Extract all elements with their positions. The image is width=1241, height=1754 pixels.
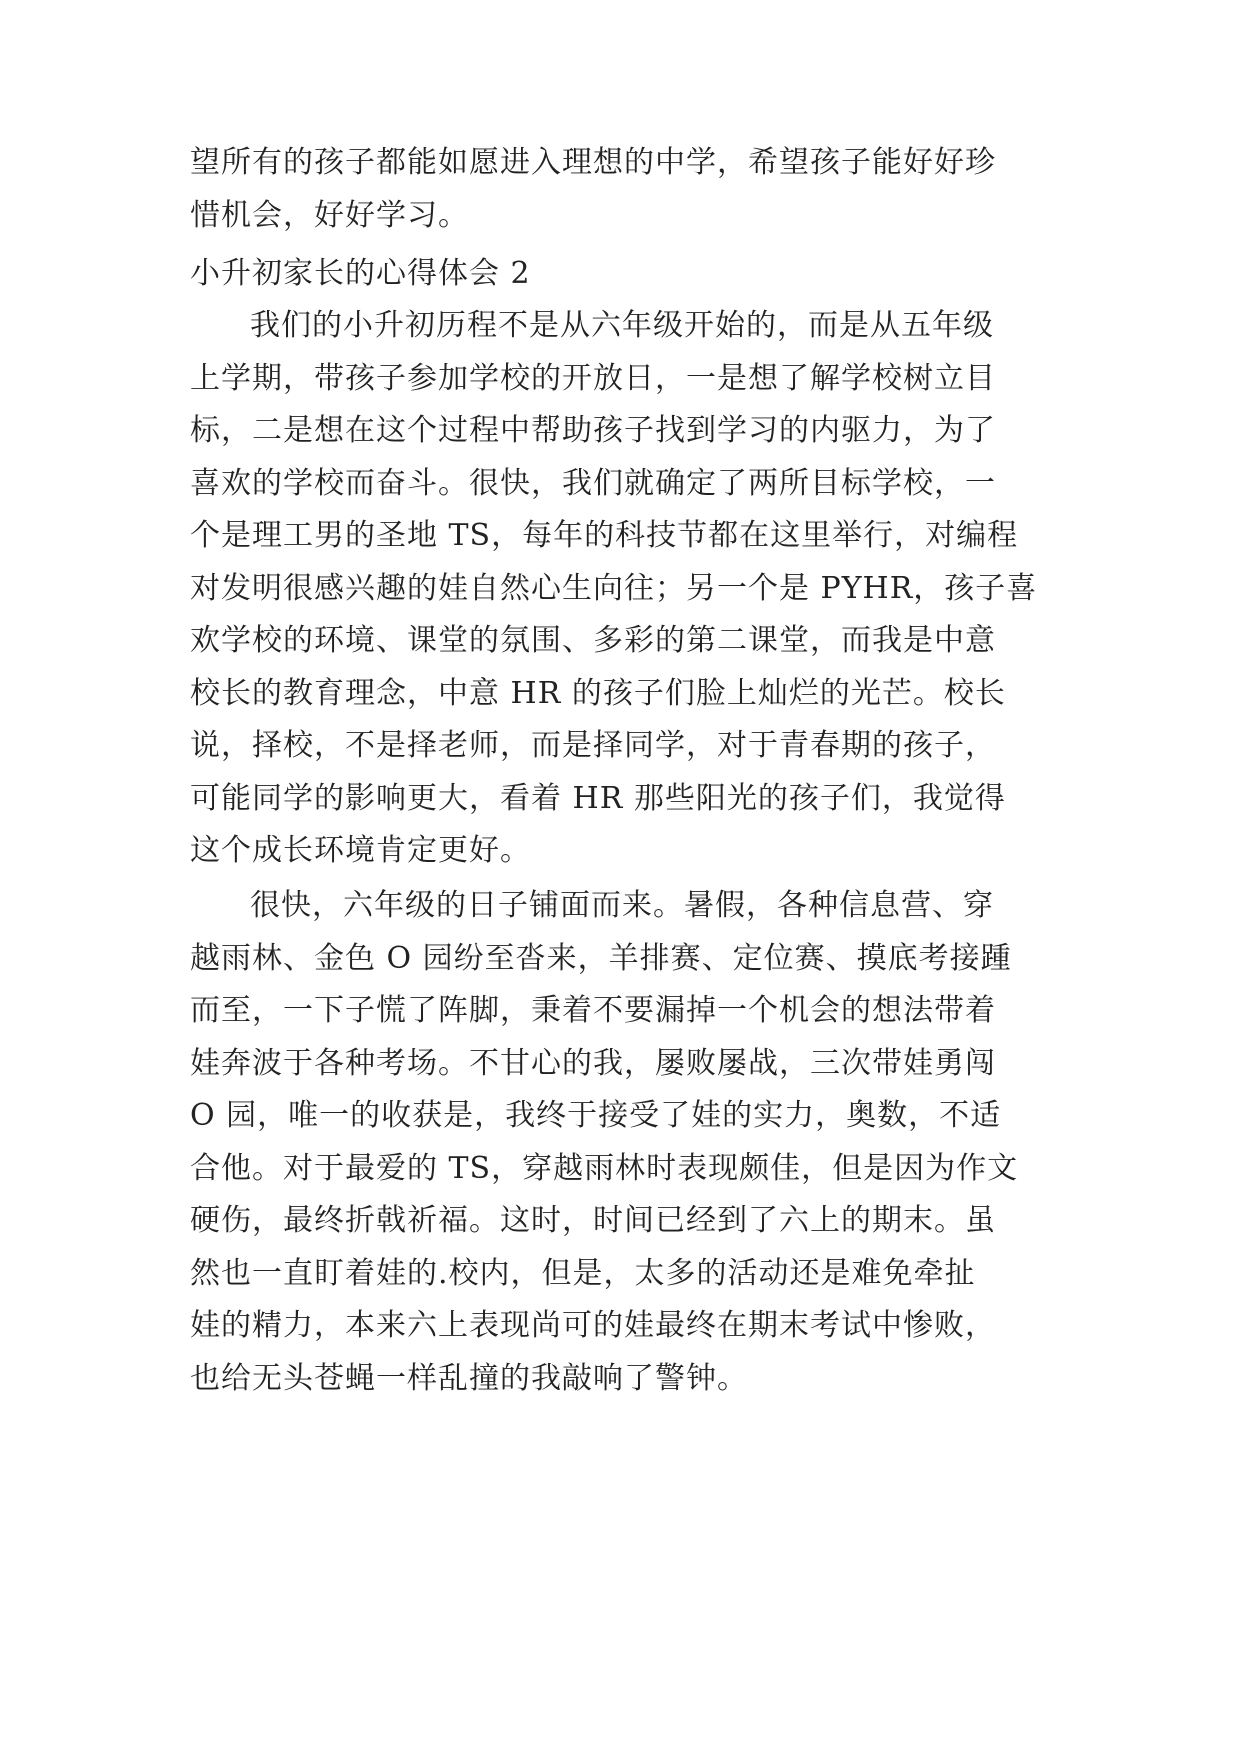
section-heading: 小升初家长的心得体会 2	[190, 256, 531, 291]
paragraph1-line: 上学期，带孩子参加学校的开放日，一是想了解学校树立目	[190, 361, 996, 396]
paragraph1-line: 对发明很感兴趣的娃自然心生向往；另一个是 PYHR，孩子喜	[190, 571, 1038, 606]
paragraph2-line: 硬伤，最终折戟祈福。这时，时间已经到了六上的期末。虽	[190, 1203, 996, 1238]
paragraph1-line: 标，二是想在这个过程中帮助孩子找到学习的内驱力，为了	[190, 413, 996, 448]
paragraph1-line: 我们的小升初历程不是从六年级开始的，而是从五年级	[250, 308, 994, 343]
intro-line: 望所有的孩子都能如愿进入理想的中学，希望孩子能好好珍	[190, 145, 996, 180]
paragraph2-line: 娃奔波于各种考场。不甘心的我，屡败屡战，三次带娃勇闯	[190, 1046, 996, 1081]
paragraph2-line: 然也一直盯着娃的.校内，但是，太多的活动还是难免牵扯	[190, 1256, 976, 1291]
paragraph1-line: 说，择校，不是择老师，而是择同学，对于青春期的孩子，	[190, 728, 996, 763]
paragraph2-line: 而至，一下子慌了阵脚，秉着不要漏掉一个机会的想法带着	[190, 993, 996, 1028]
paragraph2-line: 很快，六年级的日子铺面而来。暑假，各种信息营、穿	[250, 888, 994, 923]
paragraph2-line: 也给无头苍蝇一样乱撞的我敲响了警钟。	[190, 1361, 748, 1396]
intro-line: 惜机会，好好学习。	[190, 198, 469, 233]
paragraph1-line: 个是理工男的圣地 TS，每年的科技节都在这里举行，对编程	[190, 518, 1019, 553]
paragraph2-line: 越雨林、金色 O 园纷至沓来，羊排赛、定位赛、摸底考接踵	[190, 941, 1012, 976]
paragraph1-line: 可能同学的影响更大，看着 HR 那些阳光的孩子们，我觉得	[190, 781, 1006, 816]
paragraph2-line: 娃的精力，本来六上表现尚可的娃最终在期末考试中惨败，	[190, 1308, 996, 1343]
paragraph1-line: 欢学校的环境、课堂的氛围、多彩的第二课堂，而我是中意	[190, 623, 996, 658]
paragraph1-line: 喜欢的学校而奋斗。很快，我们就确定了两所目标学校，一	[190, 466, 996, 501]
paragraph1-line: 校长的教育理念，中意 HR 的孩子们脸上灿烂的光芒。校长	[190, 676, 1006, 711]
paragraph2-line: 合他。对于最爱的 TS，穿越雨林时表现颇佳，但是因为作文	[190, 1151, 1019, 1186]
paragraph2-line: O 园，唯一的收获是，我终于接受了娃的实力，奥数，不适	[190, 1098, 1002, 1133]
paragraph1-line: 这个成长环境肯定更好。	[190, 833, 531, 868]
